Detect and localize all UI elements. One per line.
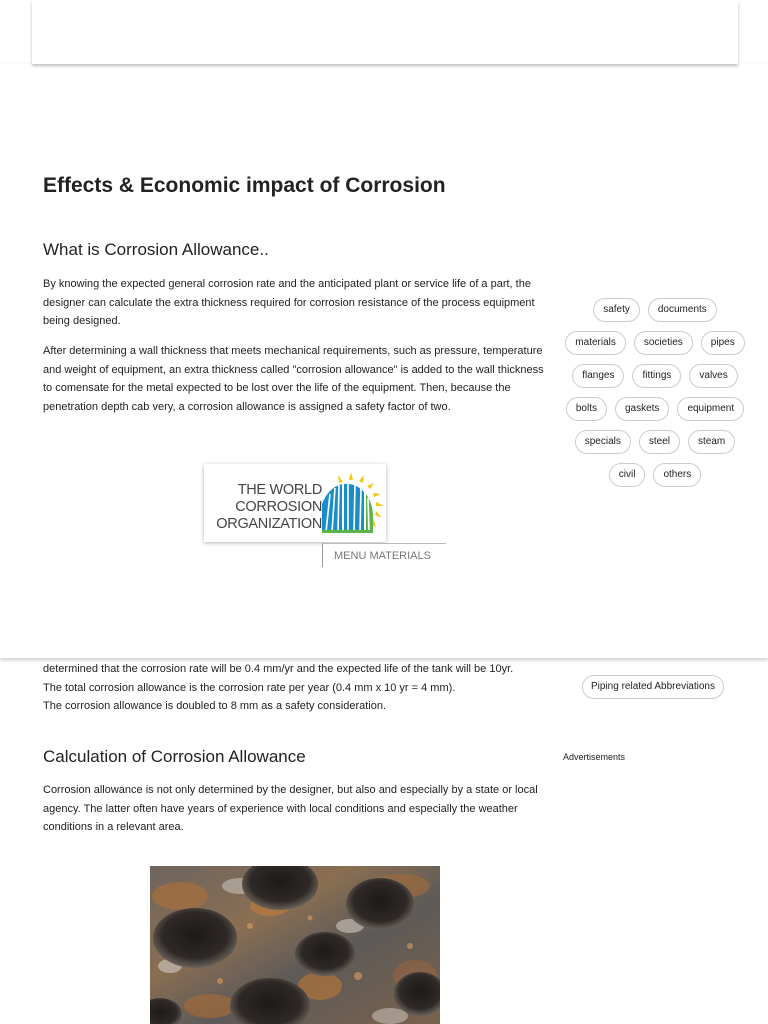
logo-line: THE WORLD bbox=[237, 482, 322, 498]
header-bar bbox=[32, 0, 738, 64]
tag-row bbox=[560, 463, 750, 487]
tag-specials[interactable]: specials bbox=[575, 430, 631, 454]
paragraph-line: The total corrosion allowance is the corrosion rate per year (0.4 mm x 10 yr = 4 mm). bbox=[43, 681, 456, 694]
logo-text bbox=[210, 482, 322, 533]
tag-equipment[interactable]: equipment bbox=[677, 397, 744, 421]
section-heading-what-is: What is Corrosion Allowance.. bbox=[43, 240, 269, 259]
logo-line: ORGANIZATION bbox=[216, 516, 322, 532]
world-corrosion-organization-logo[interactable] bbox=[204, 464, 386, 542]
paragraph-calculation-example bbox=[43, 660, 563, 716]
page-title: Effects & Economic impact of Corrosion bbox=[43, 174, 446, 197]
section-heading-calculation: Calculation of Corrosion Allowance bbox=[43, 747, 306, 766]
tag-others[interactable]: others bbox=[653, 463, 701, 487]
tag-documents[interactable]: documents bbox=[648, 298, 717, 322]
tag-row bbox=[560, 430, 750, 454]
globe-sun-icon bbox=[316, 470, 386, 540]
tag-gaskets[interactable]: gaskets bbox=[615, 397, 669, 421]
tag-row bbox=[560, 364, 750, 388]
tag-societies[interactable]: societies bbox=[634, 331, 693, 355]
tag-row bbox=[560, 397, 750, 421]
tag-safety[interactable]: safety bbox=[593, 298, 640, 322]
logo-line: CORROSION bbox=[235, 499, 322, 515]
paragraph-line: The corrosion allowance is doubled to 8 mm as a safety consideration. bbox=[43, 700, 387, 712]
paragraph-line: determined that the corrosion rate will be 0.4 mm/yr and the expected life of the tank will be 10yr. bbox=[43, 663, 514, 675]
paragraph-intro: By knowing the expected general corrosion rate and the anticipated plant or service life of a part, the designer can calculate the extra thickness required for corrosion resistance of the process equipment being designed. bbox=[43, 278, 535, 327]
tag-piping-abbreviations[interactable]: Piping related Abbreviations bbox=[582, 675, 724, 699]
tag-pipes[interactable]: pipes bbox=[701, 331, 745, 355]
tag-bolts[interactable]: bolts bbox=[566, 397, 607, 421]
tag-row bbox=[560, 331, 750, 355]
menu-materials-tab[interactable]: MENU MATERIALS bbox=[322, 543, 446, 567]
paragraph-wall-thickness: After determining a wall thickness that meets mechanical requirements, such as pressure, temperature and weight of equipment, an extra thickness called "corrosion allowance" is added to the wall thickness to comensate for the metal expected to be lost over the life of the equipment. Then, because the penetration depth cab very, a corrosion allowance is assigned a safety factor of two. bbox=[43, 345, 544, 413]
tag-steel[interactable]: steel bbox=[639, 430, 680, 454]
tag-fittings[interactable]: fittings bbox=[632, 364, 681, 388]
corrosion-photo bbox=[150, 866, 440, 1024]
tag-steam[interactable]: steam bbox=[688, 430, 735, 454]
tag-civil[interactable]: civil bbox=[609, 463, 646, 487]
tag-materials[interactable]: materials bbox=[565, 331, 626, 355]
tag-row bbox=[560, 298, 750, 322]
tag-flanges[interactable]: flanges bbox=[572, 364, 624, 388]
tag-valves[interactable]: valves bbox=[689, 364, 737, 388]
paragraph-agency: Corrosion allowance is not only determined by the designer, but also and especially by a state or local agency. The latter often have years of experience with local conditions and especially the weather conditions in a relevant area. bbox=[43, 784, 538, 833]
advertisements-label: Advertisements bbox=[563, 752, 626, 762]
rust-texture-image bbox=[150, 866, 440, 1024]
